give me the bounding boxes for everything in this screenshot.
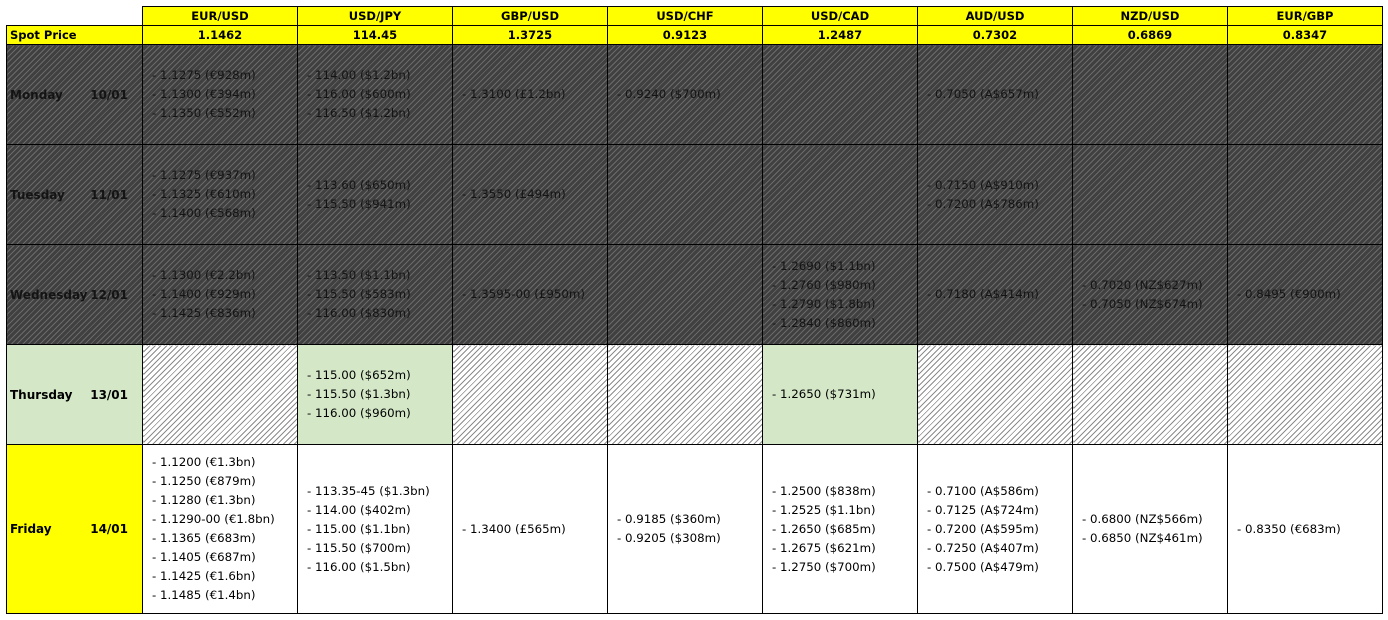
expiry-entry: - 1.1250 (€879m)	[152, 474, 256, 488]
expiry-cell-usd-jpy	[298, 245, 453, 345]
expiry-cell-usd-chf	[608, 345, 763, 445]
expiry-entry: - 113.35-45 ($1.3bn)	[307, 483, 430, 498]
expiry-entry: - 1.3400 (£565m)	[462, 521, 566, 536]
day-row-friday	[7, 445, 1383, 614]
expiry-entry: - 1.2750 ($700m)	[772, 559, 876, 574]
expiry-entry: - 0.6850 (NZ$461m)	[1082, 531, 1203, 545]
expiry-cell-gbp-usd	[453, 445, 608, 614]
expiry-cell-aud-usd	[918, 145, 1073, 245]
expiry-cell-usd-chf	[608, 45, 763, 145]
expiry-cell-eur-gbp	[1228, 245, 1383, 345]
day-name: Tuesday	[10, 187, 65, 202]
header-nzd-usd: NZD/USD	[1073, 7, 1228, 26]
expiry-entry: - 1.2675 ($621m)	[772, 540, 876, 555]
day-label-cell	[7, 345, 143, 445]
expiry-entry: - 0.7125 (A$724m)	[927, 502, 1039, 517]
expiry-entry: - 1.2840 ($860m)	[772, 315, 876, 330]
expiry-entry: - 1.1350 (€552m)	[152, 106, 256, 120]
expiry-entry: - 1.1200 (€1.3bn)	[152, 455, 256, 469]
expiry-entry: - 0.6800 (NZ$566m)	[1082, 512, 1203, 526]
expiry-cell-nzd-usd	[1073, 45, 1228, 145]
expiry-entry: - 1.1425 (€836m)	[152, 306, 256, 320]
spot-gbp-usd: 1.3725	[453, 26, 608, 45]
expiry-cell-usd-jpy	[298, 45, 453, 145]
expiry-entry: - 0.9240 ($700m)	[617, 87, 721, 101]
spot-usd-cad: 1.2487	[763, 26, 918, 45]
expiry-entry: - 1.1485 (€1.4bn)	[152, 588, 256, 602]
expiry-cell-gbp-usd	[453, 345, 608, 445]
day-name: Wednesday	[10, 287, 88, 302]
expiry-cell-nzd-usd	[1073, 145, 1228, 245]
day-label-cell	[7, 45, 143, 145]
day-row-tuesday	[7, 145, 1383, 245]
expiry-entry: - 0.8350 (€683m)	[1237, 521, 1341, 536]
day-date: 14/01	[90, 522, 128, 536]
pair-header-row	[7, 7, 1383, 26]
expiry-cell-aud-usd	[918, 345, 1073, 445]
expiry-cell-gbp-usd	[453, 245, 608, 345]
expiry-entry: - 0.7020 (NZ$627m)	[1082, 277, 1203, 292]
expiry-cell-usd-jpy	[298, 445, 453, 614]
expiry-cell-eur-usd	[143, 345, 298, 445]
expiry-entry: - 0.7500 (A$479m)	[927, 559, 1039, 574]
expiry-entry: - 114.00 ($402m)	[307, 502, 411, 517]
expiry-cell-aud-usd	[918, 245, 1073, 345]
expiry-cell-eur-gbp	[1228, 145, 1383, 245]
day-date: 10/01	[90, 87, 128, 102]
expiry-entry: - 1.2760 ($980m)	[772, 277, 876, 292]
expiry-entry: - 116.50 ($1.2bn)	[307, 106, 411, 120]
expiry-entry: - 1.2500 ($838m)	[772, 483, 876, 498]
day-name: Monday	[10, 87, 63, 102]
expiry-entry: - 1.1280 (€1.3bn)	[152, 493, 256, 507]
spot-price-row	[7, 26, 1383, 45]
expiry-cell-usd-cad	[763, 245, 918, 345]
expiry-entry: - 116.00 ($600m)	[307, 87, 411, 101]
header-usd-cad: USD/CAD	[763, 7, 918, 26]
day-rows	[7, 45, 1383, 614]
day-row-monday	[7, 45, 1383, 145]
expiry-cell-eur-gbp	[1228, 445, 1383, 614]
day-name: Thursday	[10, 387, 73, 402]
expiry-cell-nzd-usd	[1073, 345, 1228, 445]
day-label-cell	[7, 245, 143, 345]
day-name: Friday	[10, 522, 52, 536]
header-eur-gbp: EUR/GBP	[1228, 7, 1383, 26]
expiry-entry: - 1.1325 (€610m)	[152, 187, 256, 201]
expiry-entry: - 0.7200 (A$786m)	[927, 196, 1039, 211]
expiry-entry: - 1.2690 ($1.1bn)	[772, 258, 876, 273]
expiry-entry: - 116.00 ($830m)	[307, 306, 411, 320]
expiry-cell-eur-usd	[143, 445, 298, 614]
expiry-entry: - 1.1400 (€568m)	[152, 206, 256, 220]
expiry-entry: - 1.1365 (€683m)	[152, 531, 256, 545]
fx-option-expiries-table	[6, 6, 1383, 614]
spot-aud-usd: 0.7302	[918, 26, 1073, 45]
expiry-cell-usd-chf	[608, 445, 763, 614]
expiry-entry: - 1.1275 (€928m)	[152, 68, 256, 82]
expiry-entry: - 1.3595-00 (£950m)	[462, 287, 586, 301]
expiry-entry: - 115.00 ($652m)	[307, 368, 411, 382]
spot-eur-gbp: 0.8347	[1228, 26, 1383, 45]
expiry-entry: - 0.8495 (€900m)	[1237, 287, 1341, 301]
expiry-cell-nzd-usd	[1073, 245, 1228, 345]
expiry-entry: - 1.2650 ($685m)	[772, 521, 876, 536]
expiry-cell-gbp-usd	[453, 145, 608, 245]
expiry-entry: - 115.50 ($700m)	[307, 540, 411, 555]
expiry-entry: - 115.50 ($583m)	[307, 287, 411, 301]
expiry-entry: - 1.1290-00 (€1.8bn)	[152, 512, 275, 526]
day-label-cell	[7, 445, 143, 614]
expiry-cell-eur-gbp	[1228, 45, 1383, 145]
expiry-entry: - 0.7050 (NZ$674m)	[1082, 296, 1203, 311]
expiry-entry: - 0.7050 (A$657m)	[927, 87, 1039, 101]
expiry-cell-aud-usd	[918, 445, 1073, 614]
expiry-entry: - 115.00 ($1.1bn)	[307, 521, 411, 536]
expiry-entry: - 116.00 ($1.5bn)	[307, 559, 411, 574]
expiry-entry: - 1.1425 (€1.6bn)	[152, 569, 256, 583]
expiry-entry: - 1.1405 (€687m)	[152, 550, 256, 564]
expiry-entry: - 0.9185 ($360m)	[617, 512, 721, 526]
spot-nzd-usd: 0.6869	[1073, 26, 1228, 45]
expiry-entry: - 115.50 ($1.3bn)	[307, 387, 411, 401]
expiry-entry: - 0.7250 (A$407m)	[927, 540, 1039, 555]
day-date: 12/01	[90, 287, 128, 302]
expiry-entry: - 0.7100 (A$586m)	[927, 483, 1039, 498]
day-date: 13/01	[90, 387, 128, 402]
expiry-entry: - 1.1300 (€394m)	[152, 87, 256, 101]
expiry-cell-usd-chf	[608, 245, 763, 345]
expiry-entry: - 1.2790 ($1.8bn)	[772, 296, 876, 311]
day-row-thursday	[7, 345, 1383, 445]
header-usd-chf: USD/CHF	[608, 7, 763, 26]
expiry-entry: - 0.9205 ($308m)	[617, 531, 721, 545]
expiry-entry: - 0.7200 (A$595m)	[927, 521, 1039, 536]
spot-usd-chf: 0.9123	[608, 26, 763, 45]
header-gbp-usd: GBP/USD	[453, 7, 608, 26]
expiry-entry: - 113.50 ($1.1bn)	[307, 268, 411, 282]
expiry-cell-usd-cad	[763, 445, 918, 614]
spot-eur-usd: 1.1462	[143, 26, 298, 45]
header-eur-usd: EUR/USD	[143, 7, 298, 26]
expiry-cell-usd-cad	[763, 345, 918, 445]
expiry-cell-eur-usd	[143, 45, 298, 145]
corner-blank	[7, 7, 143, 26]
expiry-entry: - 1.2525 ($1.1bn)	[772, 502, 876, 517]
expiry-cell-usd-chf	[608, 145, 763, 245]
expiry-entry: - 1.1400 (€929m)	[152, 287, 256, 301]
header-aud-usd: AUD/USD	[918, 7, 1073, 26]
expiry-entry: - 1.3550 (£494m)	[462, 187, 566, 201]
expiry-cell-aud-usd	[918, 45, 1073, 145]
expiry-cell-usd-jpy	[298, 345, 453, 445]
spot-usd-jpy: 114.45	[298, 26, 453, 45]
expiry-cell-nzd-usd	[1073, 445, 1228, 614]
day-row-wednesday	[7, 245, 1383, 345]
expiry-entry: - 116.00 ($960m)	[307, 406, 411, 420]
expiry-entry: - 115.50 ($941m)	[307, 196, 411, 211]
expiry-entry: - 0.7150 (A$910m)	[927, 177, 1039, 192]
expiry-entry: - 1.2650 ($731m)	[772, 387, 876, 401]
expiry-cell-usd-cad	[763, 45, 918, 145]
expiry-entry: - 114.00 ($1.2bn)	[307, 68, 411, 82]
expiry-cell-gbp-usd	[453, 45, 608, 145]
spot-price-label: Spot Price	[7, 26, 143, 45]
expiry-entry: - 1.1300 (€2.2bn)	[152, 268, 256, 282]
day-date: 11/01	[90, 187, 128, 202]
expiry-entry: - 1.3100 (£1.2bn)	[462, 87, 566, 101]
expiry-cell-usd-cad	[763, 145, 918, 245]
day-label-cell	[7, 145, 143, 245]
expiry-entry: - 1.1275 (€937m)	[152, 168, 256, 182]
expiry-cell-usd-jpy	[298, 145, 453, 245]
expiry-cell-eur-usd	[143, 145, 298, 245]
expiry-entry: - 113.60 ($650m)	[307, 177, 411, 192]
expiry-cell-eur-gbp	[1228, 345, 1383, 445]
expiry-cell-eur-usd	[143, 245, 298, 345]
header-usd-jpy: USD/JPY	[298, 7, 453, 26]
expiry-entry: - 0.7180 (A$414m)	[927, 287, 1039, 301]
